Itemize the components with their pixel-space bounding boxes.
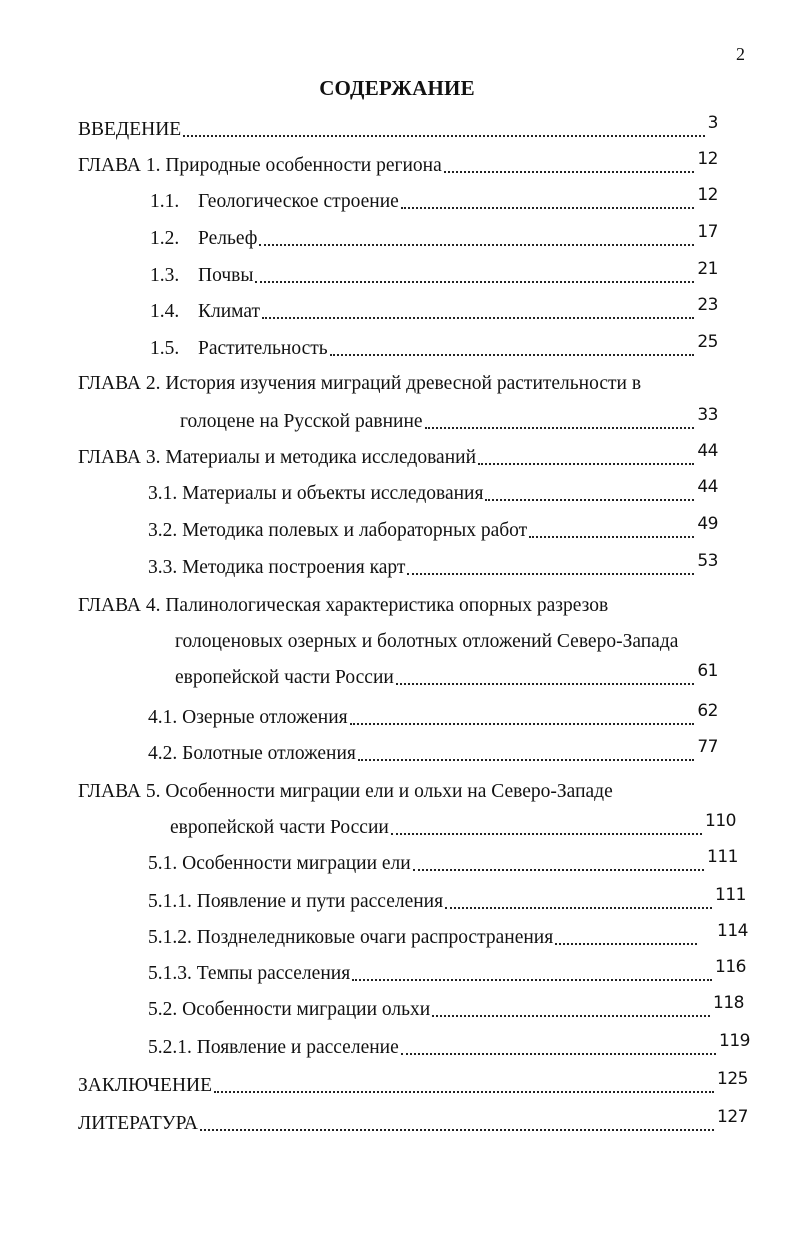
toc-page-number: 53 bbox=[697, 551, 718, 571]
toc-section-number: 1.5. bbox=[150, 338, 180, 359]
toc-entry-text: ЛИТЕРАТУРА bbox=[78, 1113, 198, 1134]
toc-entry-text: 5.1.3. Темпы расселения bbox=[148, 963, 351, 984]
dot-leader bbox=[358, 735, 694, 761]
dot-leader bbox=[352, 955, 712, 981]
toc-entry-chapter-5-cont bbox=[170, 810, 736, 840]
toc-entry-chapter-1 bbox=[78, 148, 718, 178]
dot-leader bbox=[425, 403, 695, 429]
toc-entry-section-5-1 bbox=[148, 846, 738, 876]
dot-leader bbox=[200, 1105, 714, 1131]
toc-entry-section-5-1-3 bbox=[148, 956, 746, 986]
page-title: СОДЕРЖАНИЕ bbox=[319, 76, 475, 100]
toc-entry-text: ГЛАВА 1. Природные особенности региона bbox=[78, 155, 442, 176]
dot-leader bbox=[350, 699, 695, 725]
toc-page-number: 116 bbox=[715, 957, 746, 977]
dot-leader bbox=[401, 183, 695, 209]
toc-section-number: 1.2. bbox=[150, 228, 180, 249]
toc-page-number: 61 bbox=[697, 661, 718, 681]
toc-page-number: 77 bbox=[697, 737, 718, 757]
toc-entry-text: ЗАКЛЮЧЕНИЕ bbox=[78, 1075, 213, 1096]
toc-entry-text: 3.2. Методика полевых и лабораторных работ bbox=[148, 520, 528, 541]
toc-entry-conclusion bbox=[78, 1068, 748, 1098]
toc-entry-section-3-1 bbox=[148, 476, 718, 506]
toc-entry-chapter-4-cont: голоценовых озерных и болотных отложений Северо-Запада bbox=[175, 631, 679, 652]
toc-section-number: 1.4. bbox=[150, 301, 180, 322]
dot-leader bbox=[262, 293, 694, 319]
toc-entry-section-1-2 bbox=[150, 221, 718, 251]
toc-page-number: 25 bbox=[697, 332, 718, 352]
toc-entry-chapter-4: ГЛАВА 4. Палинологическая характеристика опорных разрезов bbox=[78, 595, 609, 616]
toc-entry-text: Почвы bbox=[198, 265, 254, 286]
toc-entry-text: голоцене на Русской равнине bbox=[180, 411, 423, 432]
toc-entry-text: 4.2. Болотные отложения bbox=[148, 743, 356, 764]
dot-leader bbox=[183, 111, 704, 137]
toc-page-number: 3 bbox=[707, 113, 718, 133]
toc-entry-section-5-1-2 bbox=[148, 920, 748, 950]
toc-entry-text: 5.2. Особенности миграции ольхи bbox=[148, 999, 431, 1020]
dot-leader bbox=[478, 439, 694, 465]
toc-entry-text: 3.1. Материалы и объекты исследования bbox=[148, 483, 484, 504]
page-number: 2 bbox=[736, 44, 745, 64]
toc-entry-text: Рельеф bbox=[198, 228, 258, 249]
toc-page-number: 110 bbox=[705, 811, 736, 831]
toc-page-number: 125 bbox=[717, 1069, 748, 1089]
toc-page-number: 119 bbox=[719, 1031, 750, 1051]
toc-entry-text: ГЛАВА 3. Материалы и методика исследований bbox=[78, 447, 477, 468]
toc-page-number: 21 bbox=[697, 259, 718, 279]
toc-entry-text: 5.2.1. Появление и расселение bbox=[148, 1037, 399, 1058]
toc-entry-text: 3.3. Методика построения карт bbox=[148, 557, 406, 578]
toc-entry-chapter-2-cont bbox=[180, 404, 718, 434]
toc-entry-chapter-4-cont2 bbox=[175, 660, 718, 690]
toc-entry-chapter-5: ГЛАВА 5. Особенности миграции ели и ольхи на Северо-Западе bbox=[78, 781, 613, 802]
toc-entry-text: европейской части России bbox=[170, 817, 389, 838]
toc-entry-section-1-3 bbox=[150, 258, 718, 288]
toc-entry-section-4-1 bbox=[148, 700, 718, 730]
toc-entry-text: Климат bbox=[198, 301, 261, 322]
toc-page-number: 17 bbox=[697, 222, 718, 242]
toc-page-number: 111 bbox=[715, 885, 746, 905]
dot-leader bbox=[529, 512, 694, 538]
toc-entry-literature bbox=[78, 1106, 748, 1136]
toc-page-number: 118 bbox=[713, 993, 744, 1013]
dot-leader bbox=[214, 1067, 714, 1093]
toc-entry-section-4-2 bbox=[148, 736, 718, 766]
toc-entry-section-1-5 bbox=[150, 331, 718, 361]
toc-entry-chapter-3 bbox=[78, 440, 718, 470]
toc-page-number: 12 bbox=[697, 185, 718, 205]
toc-entry-text: 5.1.2. Позднеледниковые очаги распространения bbox=[148, 927, 554, 948]
dot-leader bbox=[255, 257, 694, 283]
toc-entry-section-1-4 bbox=[150, 294, 718, 324]
toc-section-number: 1.3. bbox=[150, 265, 180, 286]
toc-page-number: 44 bbox=[697, 477, 718, 497]
toc-entry-chapter-2: ГЛАВА 2. История изучения миграций древесной растительности в bbox=[78, 373, 642, 394]
toc-entry-text: Растительность bbox=[198, 338, 328, 359]
toc-page-number: 23 bbox=[697, 295, 718, 315]
toc-page-number: 49 bbox=[697, 514, 718, 534]
toc-page-number: 12 bbox=[697, 149, 718, 169]
dot-leader bbox=[401, 1029, 716, 1055]
dot-leader bbox=[391, 809, 702, 835]
dot-leader bbox=[445, 883, 712, 909]
toc-entry-section-5-2 bbox=[148, 992, 744, 1022]
toc-entry-text: ВВЕДЕНИЕ bbox=[78, 119, 182, 140]
dot-leader bbox=[485, 475, 694, 501]
toc-entry-text: европейской части России bbox=[175, 667, 394, 688]
toc-entry-text: Геологическое строение bbox=[198, 191, 399, 212]
toc-entry-text: 5.1.1. Появление и пути расселения bbox=[148, 891, 444, 912]
toc-entry-section-3-2 bbox=[148, 513, 718, 543]
dot-leader bbox=[259, 220, 694, 246]
toc-page-number: 33 bbox=[697, 405, 718, 425]
toc-page-number: 62 bbox=[697, 701, 718, 721]
toc-page-number: 44 bbox=[697, 441, 718, 461]
dot-leader bbox=[396, 659, 695, 685]
toc-page-number: 127 bbox=[717, 1107, 748, 1127]
dot-leader bbox=[432, 991, 710, 1017]
toc-entry-section-5-1-1 bbox=[148, 884, 746, 914]
toc-entry-text: 4.1. Озерные отложения bbox=[148, 707, 348, 728]
dot-leader bbox=[444, 147, 695, 173]
dot-leader bbox=[330, 330, 695, 356]
toc-entry-section-5-2-1 bbox=[148, 1030, 750, 1060]
toc-section-number: 1.1. bbox=[150, 191, 180, 212]
dot-leader bbox=[413, 845, 704, 871]
dot-leader bbox=[555, 919, 697, 945]
toc-page-number: 111 bbox=[707, 847, 738, 867]
toc-entry-section-3-3 bbox=[148, 550, 718, 580]
toc-page-number: 114 bbox=[717, 921, 748, 941]
toc-entry-text: 5.1. Особенности миграции ели bbox=[148, 853, 411, 874]
dot-leader bbox=[407, 549, 694, 575]
toc-entry-introduction bbox=[78, 112, 718, 142]
toc-entry-section-1-1 bbox=[150, 184, 718, 214]
